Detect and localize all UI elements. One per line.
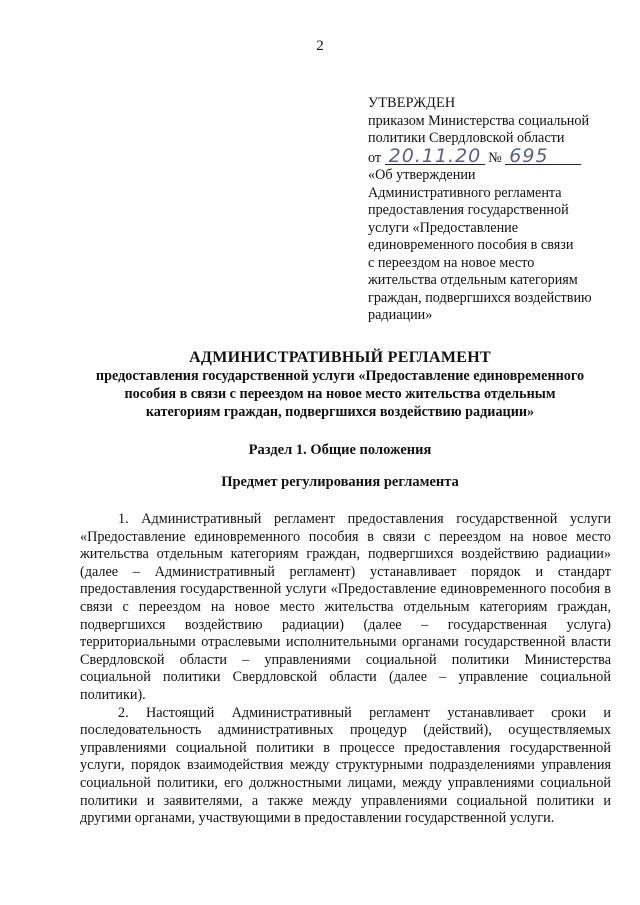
approval-subject-line: предоставления государственной bbox=[368, 202, 569, 218]
approval-subject-line: жительства отдельным категориям bbox=[368, 272, 578, 288]
approval-subject-line: граждан, подвергшихся воздействию bbox=[368, 289, 592, 306]
approval-subject-line: услуги «Предоставление bbox=[368, 219, 519, 236]
subject-title: Предмет регулирования регламента bbox=[221, 474, 459, 490]
document-title-subline: пособия в связи с переездом на новое место жительства отдельным bbox=[124, 386, 556, 402]
approval-heading: УТВЕРЖДЕН bbox=[368, 95, 456, 111]
approval-line: приказом Министерства социальной bbox=[368, 112, 590, 129]
section-title: Раздел 1. Общие положения bbox=[248, 442, 432, 458]
approval-subject-line: единовременного пособия в связи bbox=[368, 237, 574, 253]
document-title-subline: категориям граждан, подвергшихся воздействию радиации» bbox=[145, 404, 535, 420]
document-title-subline: предоставления государственной услуги «Предоставление единовременного bbox=[95, 368, 585, 384]
date-prefix: от bbox=[368, 149, 382, 166]
document-title-main: АДМИНИСТРАТИВНЫЙ РЕГЛАМЕНТ bbox=[189, 349, 491, 366]
approval-subject-line: радиации» bbox=[368, 307, 433, 323]
document-title bbox=[60, 349, 620, 421]
page-number: 2 bbox=[316, 38, 324, 54]
body-text bbox=[80, 511, 611, 828]
approval-date-line bbox=[368, 144, 618, 168]
approval-subject-line: с переездом на новое место bbox=[368, 254, 535, 271]
handwritten-number: 695 bbox=[505, 148, 581, 165]
approval-line: политики Свердловской области bbox=[368, 130, 565, 146]
handwritten-date: 20.11.20 bbox=[385, 148, 485, 165]
paragraph: 2. Настоящий Административный регламент устанавливает сроки и последовательность административных процедур (действий), осуществляемых управлениями социальной политики в процессе предоставления государственной услуги, порядок взаимодействия между структурными подразделениями управления социальной политики, его должностными лицами, между управлениями социальной политики и заявителями, а также между управлениями социальной политики и другими органами, участвующими в предоставлении государственной услуги. bbox=[80, 704, 611, 827]
paragraph: 1. Административный регламент предоставления государственной услуги «Предоставление единовременного пособия в связи с переездом на новое место жительства отдельным категориям граждан, подвергшихся воздействию радиации» (далее – Административный регламент) устанавливает порядок и стандарт предоставления государственной услуги «Предоставление единовременного пособия в связи с переездом на новое место жительства отдельным категориям граждан, подвергшихся воздействию радиации) (далее – государственная услуга) территориальными отраслевыми исполнительными органами государственной власти Свердловской области – управлениями социальной политики Министерства социальной политики Свердловской области (далее – управление социальной политики). bbox=[80, 511, 611, 703]
approval-subject-line: «Об утверждении bbox=[368, 167, 476, 183]
number-sign: № bbox=[488, 149, 502, 166]
approval-subject-line: Административного регламента bbox=[368, 184, 562, 201]
approval-block bbox=[368, 95, 618, 325]
